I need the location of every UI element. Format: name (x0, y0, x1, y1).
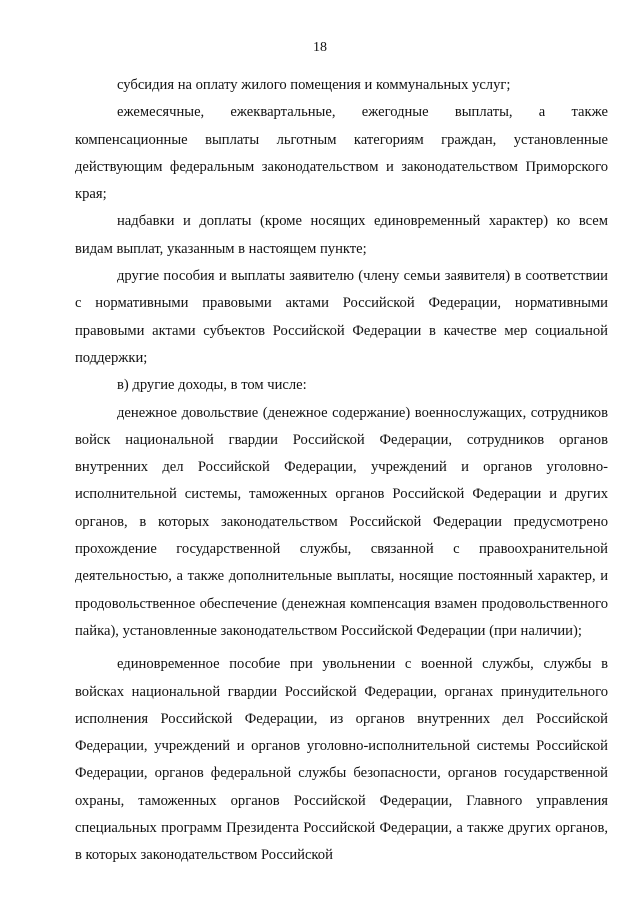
document-body (75, 72, 608, 870)
paragraph-monetary-allowance: денежное довольствие (денежное содержание) военнослужащих, сотрудников войск национальной гвардии Российской Федерации, сотрудников органов внутренних дел Российской Федерации, учреждений и органов уголовно-исполнительной системы, таможенных органов Российской Федерации и других органов, в которых законодательством Российской Федерации предусмотрено прохождение государственной службы, связанной с правоохранительной деятельностью, а также дополнительные выплаты, носящие постоянный характер, и продовольственное обеспечение (денежная компенсация взамен продовольственного пайка), установленные законодательством Российской Федерации (при наличии); (75, 404, 608, 639)
paragraph-periodic-payments: ежемесячные, ежеквартальные, ежегодные выплаты, а также компенсационные выплаты льготным категориям граждан, установленные действующим федеральным законодательством и законодательством Приморского края; (75, 104, 608, 203)
paragraph-allowances: надбавки и доплаты (кроме носящих единовременный характер) ко всем видам выплат, указанным в настоящем пункте; (75, 213, 608, 257)
paragraph-other-benefits: другие пособия и выплаты заявителю (члену семьи заявителя) в соответствии с нормативными правовыми актами Российской Федерации, нормативными правовыми актами субъектов Российской Федерации в качестве мер социальной поддержки; (75, 268, 608, 366)
paragraph-housing-subsidy: субсидия на оплату жилого помещения и коммунальных услуг; (117, 77, 511, 93)
page-number: 18 (313, 40, 327, 55)
paragraph-other-income-heading: в) другие доходы, в том числе: (117, 377, 307, 394)
paragraph-severance-benefit: единовременное пособие при увольнении с военной службы, службы в войсках национальной гвардии Российской Федерации, органах принудительного исполнения Российской Федерации, из органов внутренних дел Российской Федерации, учреждений и органов уголовно-исполнительной системы Российской Федерации, органов федеральной службы безопасности, органов государственной охраны, таможенных органов Российской Федерации, Главного управления специальных программ Президента Российской Федерации, а также других органов, в которых законодательством Российской (75, 656, 608, 864)
